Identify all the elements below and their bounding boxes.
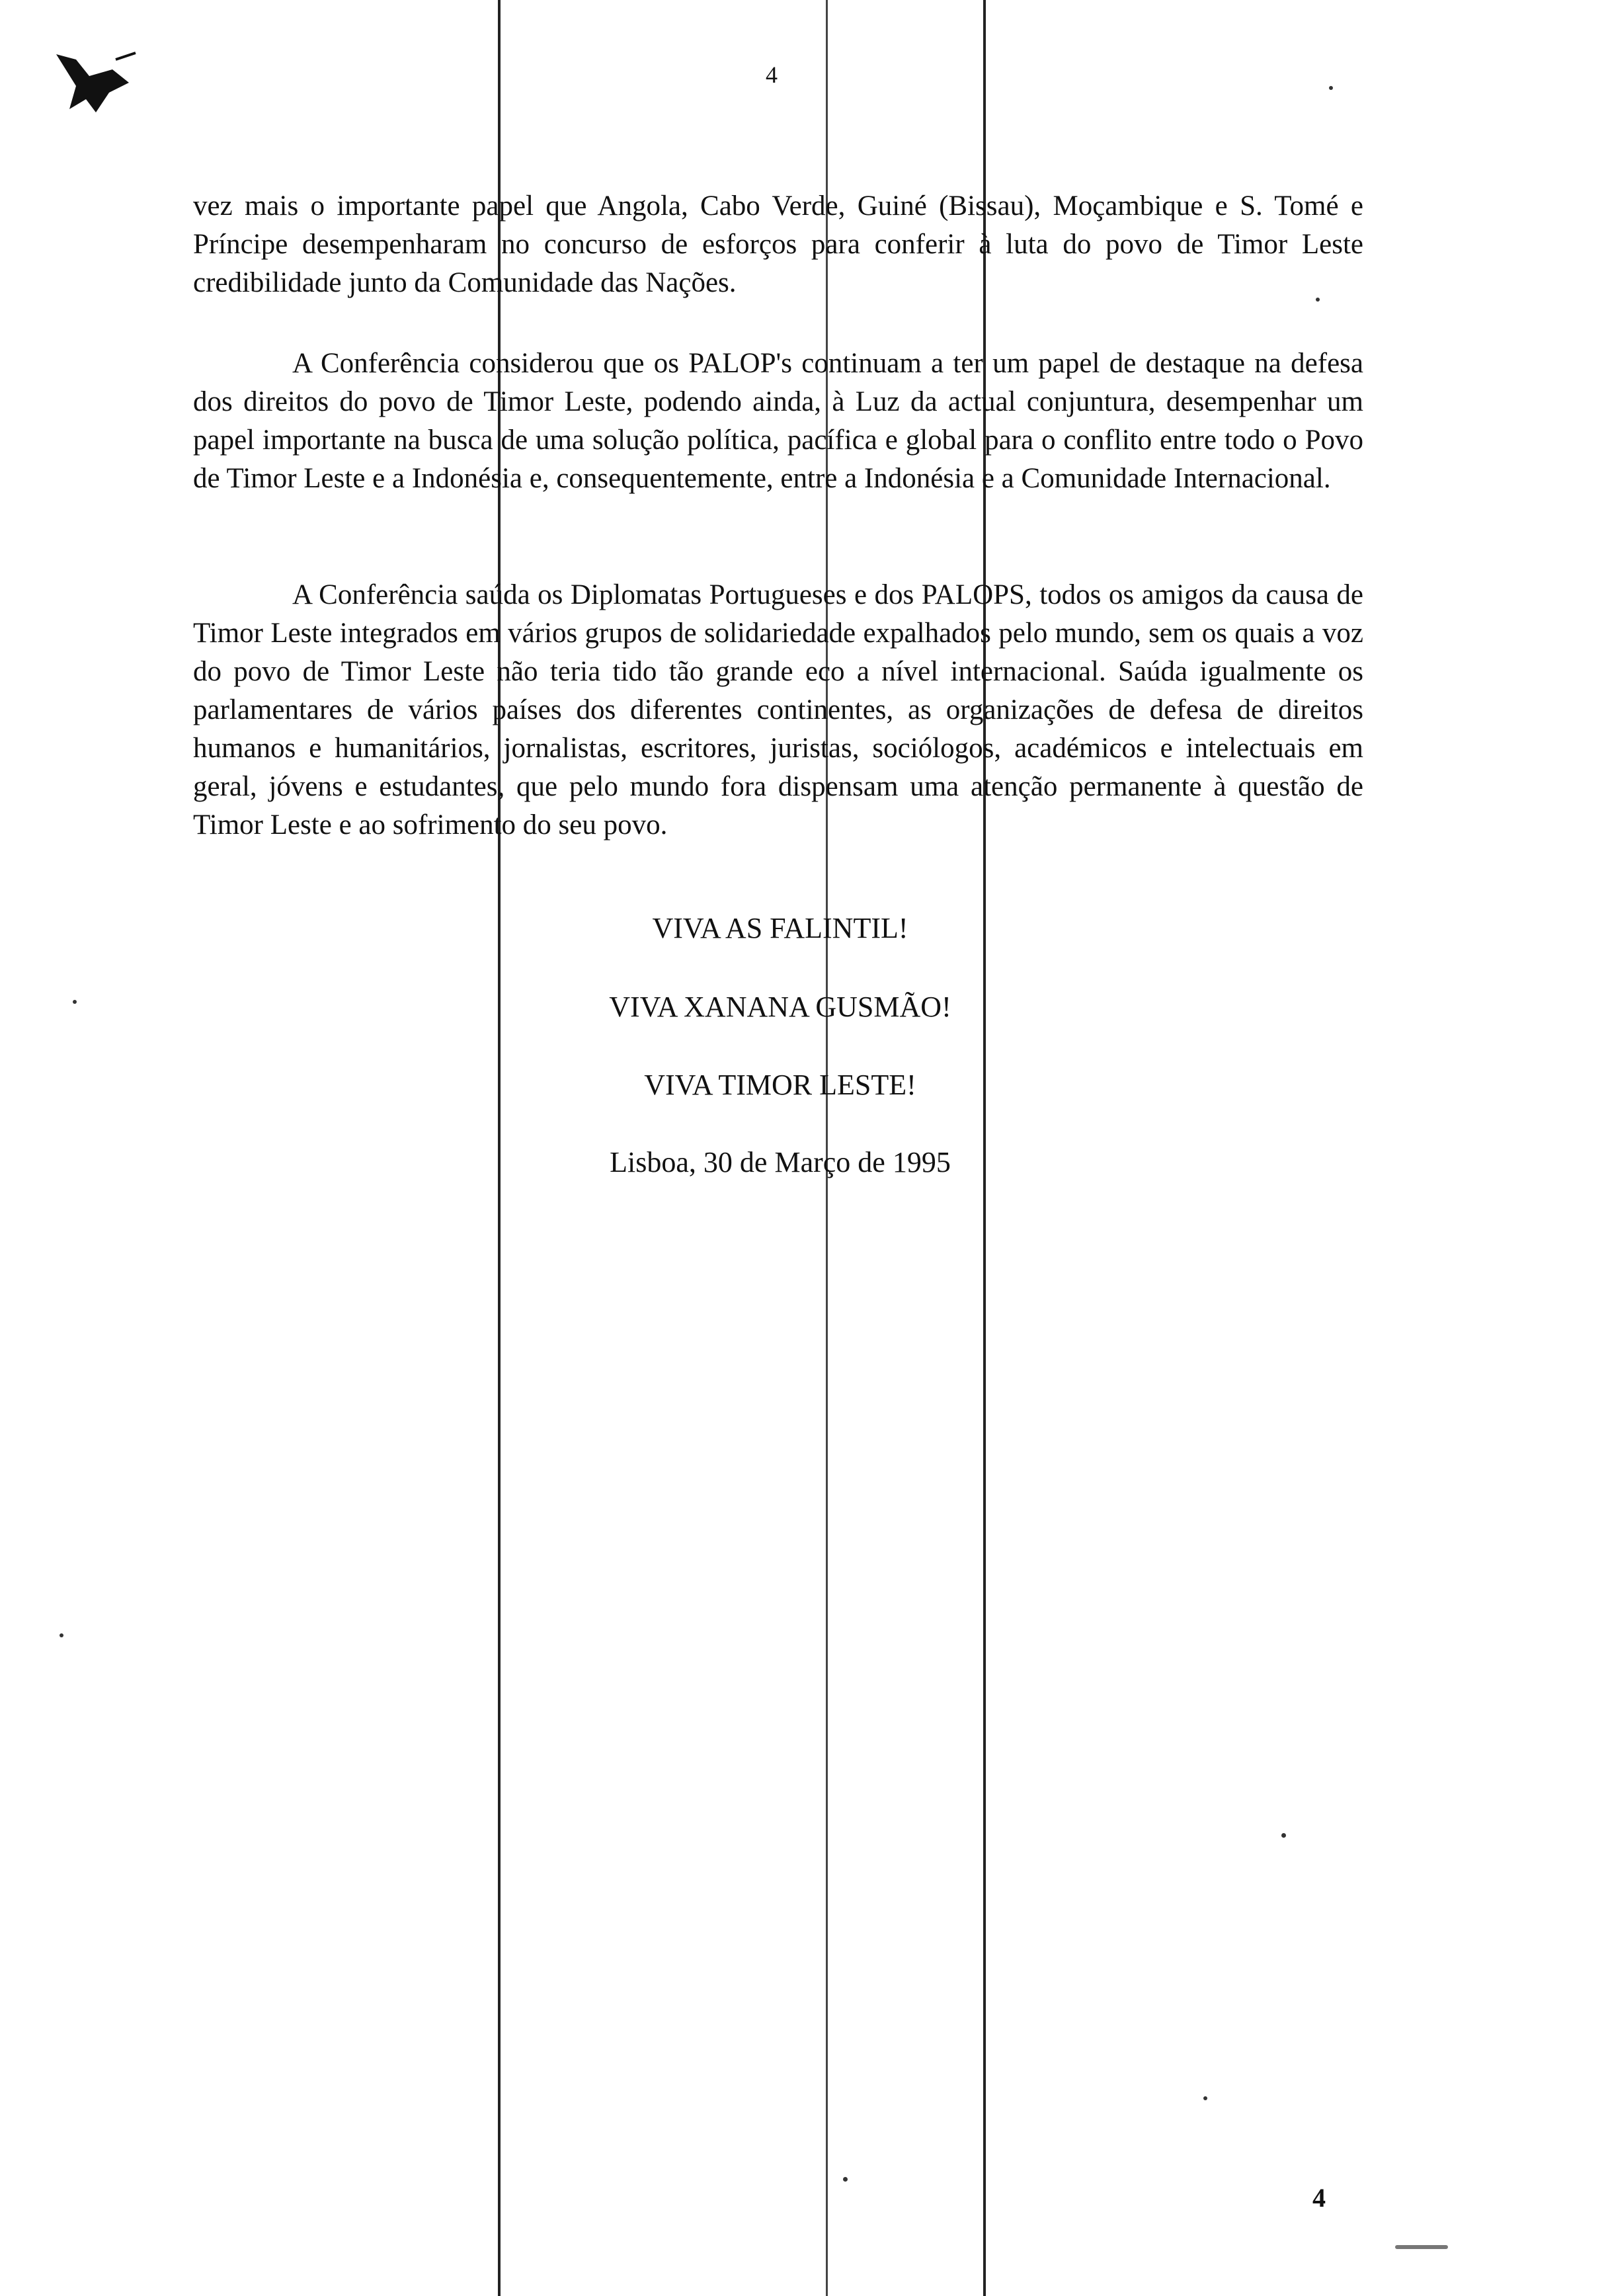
scan-speck xyxy=(60,1633,63,1637)
scan-speck xyxy=(1281,1833,1286,1838)
paragraph-3: A Conferência saúda os Diplomatas Portugueses e dos PALOPS, todos os amigos da causa de Timor Leste integrados em vários grupos de solidariedade expalhados pelo mundo, sem os quais a voz do povo de Timor Leste não teria tido tão grande eco a nível internacional. Saúda igualmente os parlamentares de vários países dos diferentes continentes, as organizações de defesa de direitos humanos e humanitários, jornalistas, escritores, juristas, sociólogos, académicos e intelectuais em geral, jóvens e estudantes, que pelo mundo fora dispensam uma atenção permanente à questão de Timor Leste e ao sofrimento do seu povo. xyxy=(193,579,1363,840)
date-place: Lisboa, 30 de Março de 1995 xyxy=(610,1146,951,1178)
scan-speck xyxy=(843,2177,848,2182)
scan-speck xyxy=(1329,86,1333,90)
slogan-xanana: VIVA XANANA GUSMÃO! xyxy=(609,991,951,1023)
scan-speck xyxy=(1395,2245,1448,2249)
scan-speck xyxy=(1203,2096,1207,2100)
paragraph-1: vez mais o importante papel que Angola, Cabo Verde, Guiné (Bissau), Moçambique e S. Tomé e Príncipe desempenharam no concurso de esforços para conferir à luta do povo de Timor Leste credibilidade junto da Comunidade das Nações. xyxy=(193,190,1363,298)
page-number-bottom: 4 xyxy=(1312,2183,1326,2213)
scan-speck xyxy=(73,1000,77,1004)
paragraph-2: A Conferência considerou que os PALOP's continuam a ter um papel de destaque na defesa dos direitos do povo de Timor Leste, podendo ainda, à Luz da actual conjuntura, desempenhar um papel importante na busca de uma solução política, pacífica e global para o conflito entre todo o Povo de Timor Leste e a Indonésia e, consequentemente, entre a Indonésia e a Comunidade Internacional. xyxy=(193,348,1363,494)
page-number-top: 4 xyxy=(766,62,778,88)
scan-smudge xyxy=(50,46,142,126)
slogan-timor-leste: VIVA TIMOR LESTE! xyxy=(644,1069,916,1101)
slogan-falintil: VIVA AS FALINTIL! xyxy=(652,912,908,944)
